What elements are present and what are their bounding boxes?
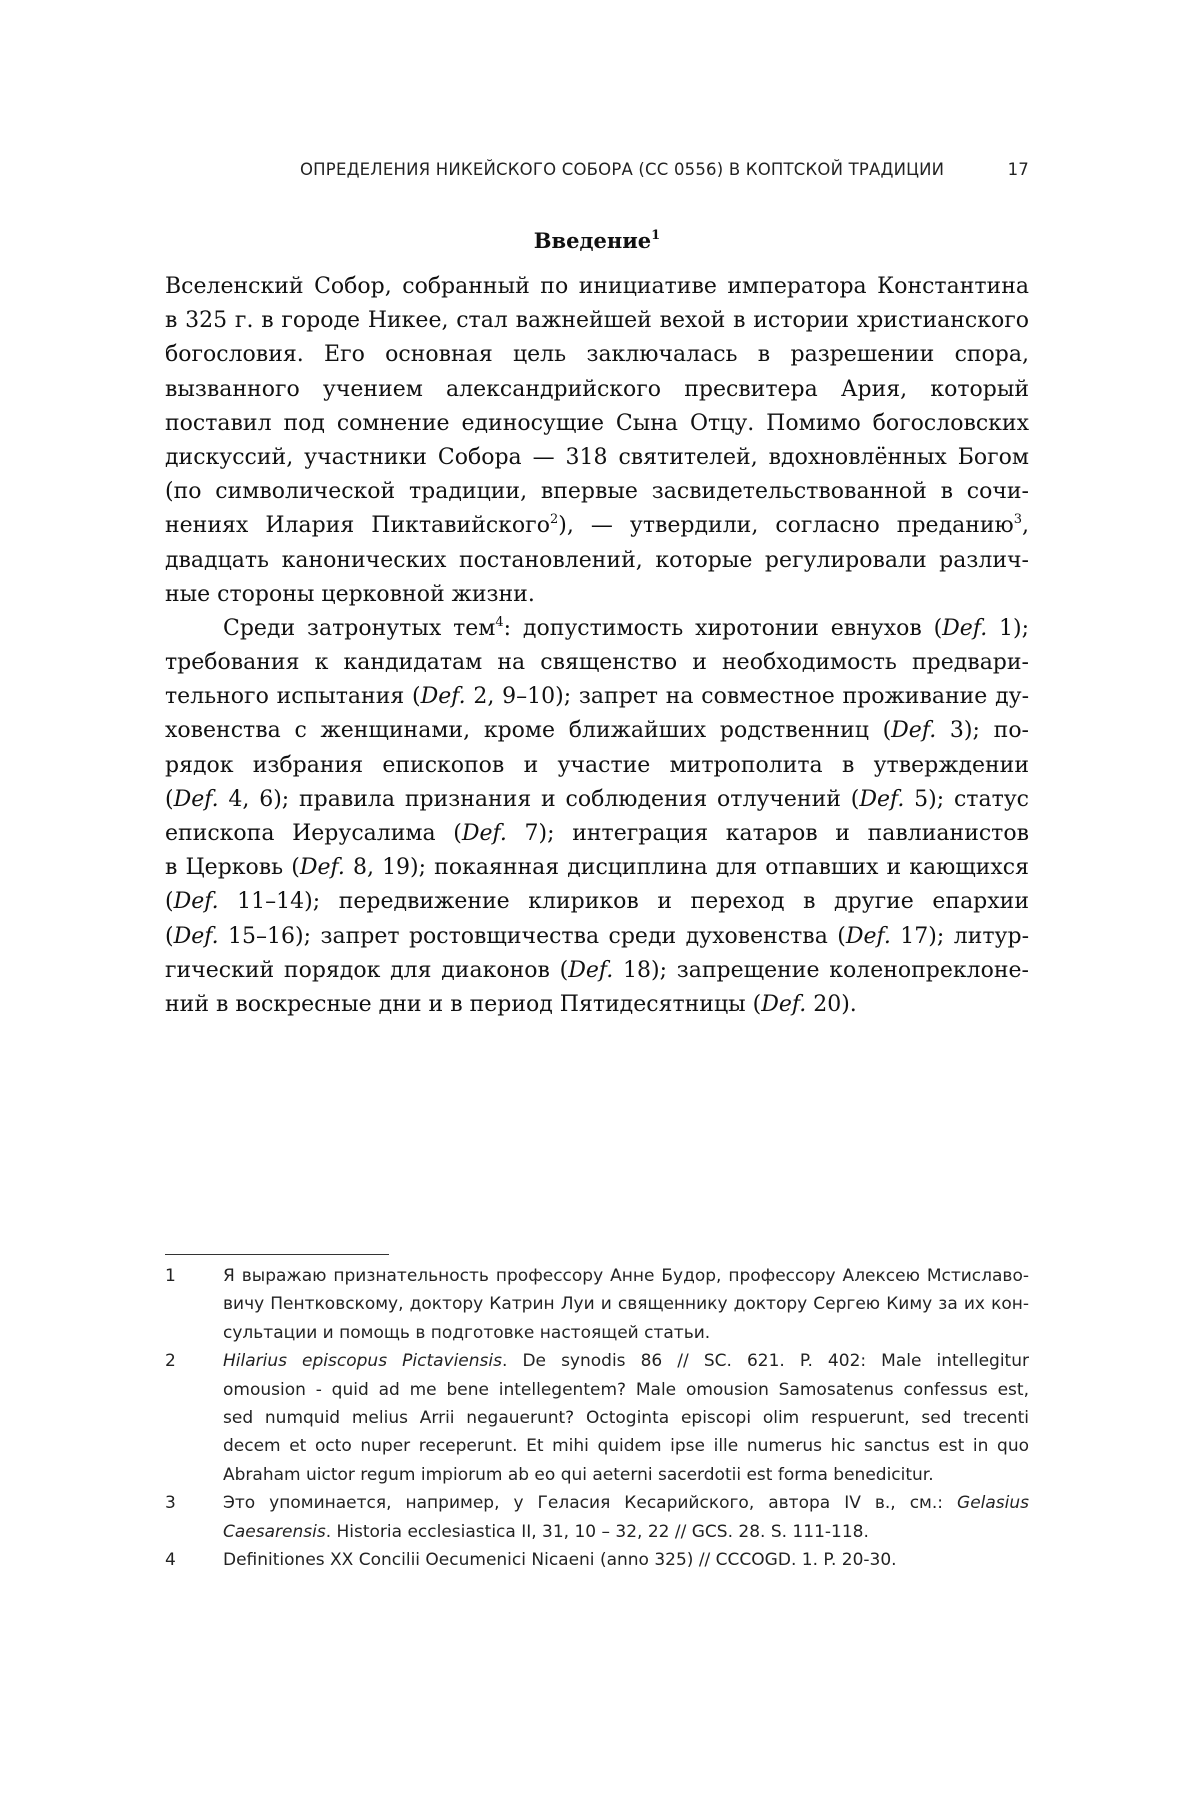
def-abbrev: Def. bbox=[173, 923, 219, 949]
text-run: . De synodis 86 // SC. 621. P. 402: Male intellegitur bbox=[501, 1351, 1029, 1372]
footnote-author: Caesarensis bbox=[223, 1521, 326, 1542]
footnote-ref-1[interactable]: 1 bbox=[651, 228, 661, 243]
text-run: 7); интеграция катаров и павлианистов bbox=[506, 821, 1029, 846]
def-abbrev: Def. bbox=[173, 786, 219, 812]
footnote-line: sed numquid melius Arrii negauerunt? Octoginta episcopi olim respuerunt, sed trecenti bbox=[223, 1407, 1029, 1428]
text-line bbox=[165, 783, 1029, 817]
text-run: 8, 19); покаянная дисциплина для отпавших и кающихся bbox=[344, 855, 1030, 881]
text-line: рядок избрания епископов и участие митрополита в утверждении bbox=[165, 752, 1029, 778]
footnote-number: 3 bbox=[165, 1493, 176, 1514]
def-abbrev: Def. bbox=[761, 991, 807, 1017]
section-title bbox=[165, 228, 1029, 253]
footnote-line: вичу Пентковскому, доктору Катрин Луи и священнику доктору Сергею Киму за их кон- bbox=[223, 1294, 1029, 1315]
body-text bbox=[165, 270, 1029, 1022]
text-run: , bbox=[1022, 513, 1029, 539]
text-run: в Церковь ( bbox=[165, 855, 300, 881]
footnote-divider bbox=[165, 1254, 389, 1255]
text-run: 20). bbox=[806, 991, 857, 1017]
def-abbrev: Def. bbox=[568, 957, 614, 983]
def-abbrev: Def. bbox=[859, 786, 905, 812]
footnote-number: 1 bbox=[165, 1266, 176, 1286]
text-run: 3); по- bbox=[936, 718, 1029, 744]
footnote-line: omousion - quid ad me bene intellegentem? Male omousion Samosatenus confessus est, bbox=[223, 1379, 1029, 1400]
def-abbrev: Def. bbox=[942, 615, 988, 641]
text-run: 17); литур- bbox=[890, 923, 1029, 949]
text-line bbox=[165, 714, 1029, 748]
text-line bbox=[165, 885, 1029, 919]
footnote-line: Я выражаю признательность профессору Анне Будор, профессору Алексею Мстиславо- bbox=[223, 1266, 1029, 1286]
text-run: ), — утвердили, согласно преданию bbox=[558, 513, 1014, 539]
text-run: Это упоминается, например, у Геласия Кесарийского, автора IV в., см.: bbox=[223, 1493, 958, 1514]
footnote-line: сультации и помощь в подготовке настоящей статьи. bbox=[223, 1322, 711, 1343]
text-line bbox=[165, 612, 1029, 646]
text-line: (по символической традиции, впервые засвидетельствованной в сочи- bbox=[165, 479, 1029, 505]
text-run: ( bbox=[165, 923, 174, 949]
text-run: 11–14); передвижение клириков и переход в другие епархии bbox=[218, 889, 1029, 915]
text-line: ные стороны церковной жизни. bbox=[165, 581, 535, 607]
text-line bbox=[165, 851, 1029, 885]
text-run: : допустимость хиротонии евнухов ( bbox=[503, 615, 943, 641]
text-line bbox=[165, 988, 1029, 1022]
footnote-4 bbox=[165, 1546, 1029, 1574]
footnotes bbox=[165, 1262, 1029, 1574]
text-run: тельного испытания ( bbox=[165, 684, 421, 710]
def-abbrev: Def. bbox=[420, 684, 466, 710]
footnote-line bbox=[223, 1347, 1029, 1375]
footnote-number: 2 bbox=[165, 1351, 176, 1372]
text-line: богословия. Его основная цель заключалась в разрешении спора, bbox=[165, 342, 1029, 368]
text-line: поставил под сомнение единосущие Сына Отцу. Помимо богословских bbox=[165, 410, 1029, 436]
text-run: епископа Иерусалима ( bbox=[165, 821, 462, 846]
text-run: 4, 6); правила признания и соблюдения отлучений ( bbox=[218, 786, 860, 812]
text-line: двадцать канонических постановлений, которые регулировали различ- bbox=[165, 547, 1029, 573]
footnote-author: Hilarius episcopus Pictaviensis bbox=[223, 1351, 502, 1372]
text-run: 18); запрещение коленопреклоне- bbox=[613, 957, 1029, 983]
footnote-ref-2[interactable]: 2 bbox=[549, 512, 559, 528]
footnote-line bbox=[223, 1518, 1029, 1546]
text-run: нениях Илария Пиктавийского bbox=[165, 513, 550, 539]
footnote-3 bbox=[165, 1489, 1029, 1546]
footnote-author: Gelasius bbox=[957, 1493, 1029, 1514]
footnote-line: decem et octo nuper receperunt. Et mihi quidem ipse ille numerus hic sanctus est in quo bbox=[223, 1436, 1029, 1457]
def-abbrev: Def. bbox=[299, 855, 345, 881]
text-line: дискуссий, участники Собора — 318 святителей, вдохновлённых Богом bbox=[165, 444, 1029, 470]
page-number: 17 bbox=[1007, 160, 1029, 179]
footnote-number: 4 bbox=[165, 1549, 176, 1570]
text-run: 5); статус bbox=[904, 786, 1030, 812]
footnote-1 bbox=[165, 1262, 1029, 1347]
footnote-ref-3[interactable]: 3 bbox=[1013, 512, 1022, 528]
text-run: ( bbox=[165, 786, 174, 812]
text-line: в 325 г. в городе Никее, стал важнейшей вехой в истории христианского bbox=[165, 308, 1029, 334]
text-line: вызванного учением александрийского пресвитера Ария, который bbox=[165, 376, 1029, 402]
text-line bbox=[165, 509, 1029, 543]
footnote-ref-4[interactable]: 4 bbox=[495, 614, 504, 630]
text-line: Вселенский Собор, собранный по инициативе императора Константина bbox=[165, 274, 1029, 299]
text-run: ( bbox=[165, 889, 174, 915]
text-line bbox=[165, 920, 1029, 954]
footnote-line bbox=[223, 1489, 1029, 1517]
text-run: 1); bbox=[987, 615, 1029, 641]
def-abbrev: Def. bbox=[891, 718, 937, 744]
def-abbrev: Def. bbox=[173, 889, 219, 915]
text-run: ний в воскресные дни и в период Пятидесятницы ( bbox=[165, 991, 762, 1017]
def-abbrev: Def. bbox=[845, 923, 891, 949]
text-run: ховенства с женщинами, кроме ближайших родственниц ( bbox=[165, 718, 892, 744]
text-run: гический порядок для диаконов ( bbox=[165, 957, 569, 983]
footnote-line: Definitiones XX Concilii Oecumenici Nicaeni (anno 325) // CCCOGD. 1. P. 20-30. bbox=[223, 1549, 897, 1570]
text-run: 2, 9–10); запрет на совместное проживание ду- bbox=[465, 684, 1029, 710]
section-title-text: Введение bbox=[533, 228, 652, 253]
text-run: 15–16); запрет ростовщичества среди духовенства ( bbox=[218, 923, 846, 949]
footnote-line: Abraham uictor regum impiorum ab eo qui aeterni sacerdotii est forma benedicitur. bbox=[223, 1464, 934, 1485]
footnote-2 bbox=[165, 1347, 1029, 1489]
text-line bbox=[165, 954, 1029, 988]
text-line bbox=[165, 817, 1029, 851]
text-line bbox=[165, 680, 1029, 714]
text-run: . Historia ecclesiastica II, 31, 10 – 32, 22 // GCS. 28. S. 111-118. bbox=[325, 1521, 869, 1542]
def-abbrev: Def. bbox=[461, 821, 507, 846]
text-run: Среди затронутых тем bbox=[223, 615, 496, 641]
text-line: требования к кандидатам на священство и необходимость предвари- bbox=[165, 650, 1029, 676]
running-head-title: ОПРЕДЕЛЕНИЯ НИКЕЙСКОГО СОБОРА (CC 0556) В КОПТСКОЙ ТРАДИЦИИ bbox=[300, 160, 945, 179]
